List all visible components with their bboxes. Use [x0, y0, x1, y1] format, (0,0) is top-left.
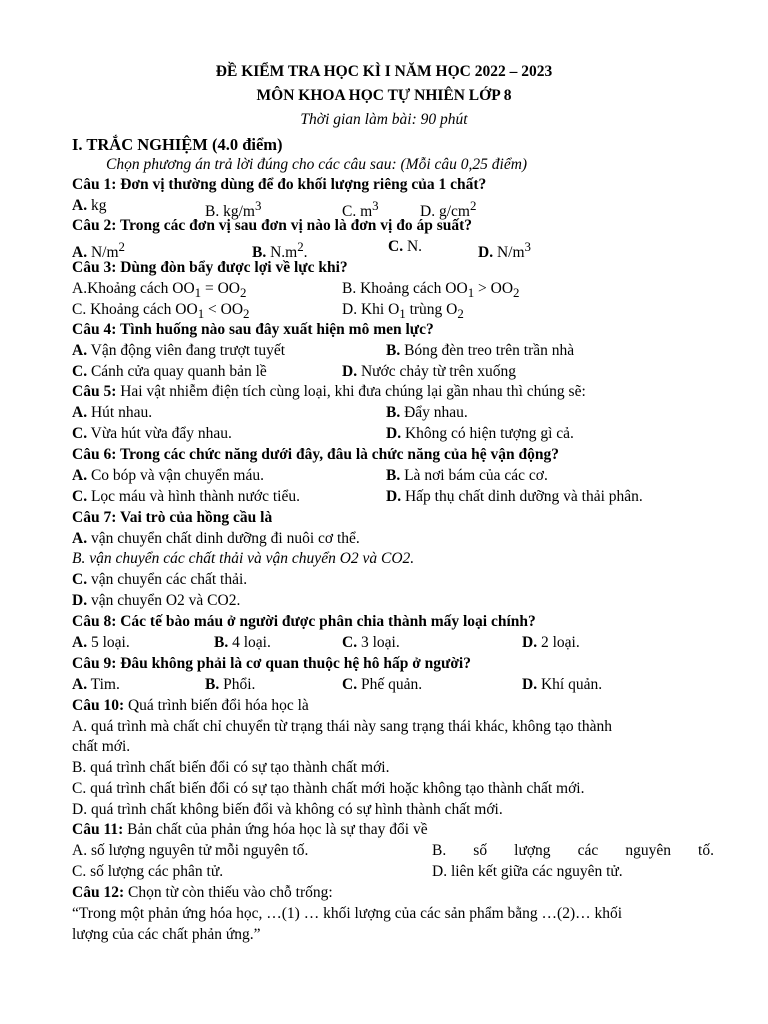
question-11 [72, 820, 728, 840]
option-c-sub1: 1 [197, 306, 205, 322]
option-c: Vừa hút vừa đẩy nhau. [87, 425, 232, 442]
question-4: Câu 4: Tình huống nào sau đây xuất hiện mô men lực? [72, 321, 434, 338]
option-a: kg [90, 197, 107, 214]
option-b [432, 841, 714, 861]
question-7-option-d [72, 591, 728, 611]
option-c: C. số lượng các phân tử. [72, 863, 224, 880]
question-11-label: Câu 11: [72, 821, 124, 838]
option-a-sub2: 2 [240, 285, 247, 301]
option-b-mid: > OO [474, 280, 514, 297]
question-10-option-c: C. quá trình chất biến đổi có sự tạo thành chất mới hoặc không tạo thành chất mới. [72, 780, 585, 797]
question-10-option-d: D. quá trình chất không biến đổi và không có sự hình thành chất mới. [72, 801, 503, 818]
option-a: Hút nhau. [87, 404, 153, 421]
option-b-sub1: 1 [467, 285, 475, 301]
option-b: 4 loại. [228, 634, 271, 651]
option-b: Đẩy nhau. [400, 404, 468, 421]
option-d: vận chuyển O2 và CO2. [87, 592, 241, 609]
question-7-option-b: B. vận chuyển các chất thải và vận chuyển O2 và CO2. [72, 550, 415, 567]
option-b-word: lượng [514, 842, 551, 859]
option-a-label: A. [72, 244, 88, 262]
section-heading: I. TRẮC NGHIỆM (4.0 điểm) [72, 135, 283, 154]
question-10-option-b: B. quá trình chất biến đổi có sự tạo thành chất mới. [72, 759, 390, 776]
option-b-sup: 2 [297, 239, 304, 254]
option-a: vận chuyển chất dinh dưỡng đi nuôi cơ thể. [87, 530, 360, 547]
question-7-option-c [72, 570, 728, 590]
instruction: Chọn phương án trả lời đúng cho các câu sau: (Mỗi câu 0,25 điểm) [106, 156, 528, 173]
option-b: Là nơi bám của các cơ. [400, 467, 548, 484]
question-11-options-row2 [72, 862, 728, 882]
option-b-label: B. [252, 244, 267, 262]
option-d-label: D. [478, 244, 494, 262]
option-b-label: B. [386, 404, 401, 421]
option-b: Phổi. [219, 676, 256, 693]
option-a-mid: = OO [201, 280, 241, 297]
option-b-label: B. [386, 342, 401, 359]
option-c: Lọc máu và hình thành nước tiểu. [87, 488, 300, 505]
question-7: Câu 7: Vai trò của hồng cầu là [72, 509, 273, 526]
option-c: N. [406, 238, 423, 255]
option-b-label: B. [205, 676, 220, 693]
option-d: 2 loại. [537, 634, 580, 651]
question-6: Câu 6: Trong các chức năng dưới đây, đâu là chức năng của hệ vận động? [72, 446, 559, 463]
option-b-word: nguyên [625, 842, 671, 859]
option-a-label: A. [72, 197, 88, 214]
option-a: Vận động viên đang trượt tuyết [87, 342, 286, 359]
time-limit: Thời gian làm bài: 90 phút [300, 111, 468, 128]
question-2-options [72, 237, 728, 262]
option-d-sub2: 2 [457, 306, 464, 322]
question-5-label: Câu 5: [72, 383, 117, 400]
question-10-label: Câu 10: [72, 697, 125, 714]
option-b-word: các [577, 842, 599, 859]
question-3: Câu 3: Dùng đòn bẩy được lợi về lực khi? [72, 259, 348, 276]
option-d-label: D. [72, 592, 88, 609]
question-12-text: Chọn từ còn thiếu vào chỗ trống: [124, 884, 333, 901]
question-8-options [72, 633, 728, 653]
question-4-options-row1 [72, 341, 728, 361]
option-c: C. Khoảng cách OO [72, 301, 198, 318]
option-d: N/m [496, 244, 525, 262]
question-7-option-a [72, 529, 728, 549]
question-12-label: Câu 12: [72, 884, 125, 901]
option-d-sup: 2 [469, 198, 477, 213]
option-d: Hấp thụ chất dinh dưỡng và thải phân. [401, 488, 643, 505]
question-5 [72, 382, 728, 402]
question-8: Câu 8: Các tế bào máu ở người được phân chia thành mấy loại chính? [72, 613, 536, 630]
option-b-word: B. [432, 842, 447, 859]
option-d: Không có hiện tượng gì cả. [401, 425, 574, 442]
option-a: 5 loại. [87, 634, 130, 651]
option-d: Nước chảy từ trên xuống [357, 363, 516, 380]
option-a-label: A. [72, 634, 88, 651]
option-a-sub1: 1 [194, 285, 202, 301]
option-a: Co bóp và vận chuyển máu. [87, 467, 264, 484]
question-11-text: Bản chất của phản ứng hóa học là sự thay đổi về [123, 821, 428, 838]
question-3-options-row2 [72, 300, 728, 320]
option-c: Cánh cửa quay quanh bản lề [87, 363, 267, 380]
option-c-mid: < OO [204, 301, 244, 318]
question-1-options [72, 196, 728, 221]
option-c: Phế quản. [357, 676, 423, 693]
option-c-label: C. [72, 571, 88, 588]
option-c-label: C. [388, 238, 404, 255]
option-d-mid: trùng O [405, 301, 458, 318]
question-2: Câu 2: Trong các đơn vị sau đơn vị nào là đơn vị đo áp suất? [72, 217, 473, 234]
option-c: C. m [342, 203, 373, 221]
option-c-label: C. [72, 363, 88, 380]
option-d: D. liên kết giữa các nguyên tử. [432, 863, 623, 880]
option-b: Bóng đèn treo trên trần nhà [400, 342, 575, 359]
question-5-options-row1 [72, 403, 728, 423]
option-c-sub2: 2 [243, 306, 250, 322]
option-d-label: D. [386, 488, 402, 505]
option-c-label: C. [72, 488, 88, 505]
option-d-label: D. [522, 634, 538, 651]
option-d: D. Khi O [342, 301, 400, 318]
option-d-label: D. [386, 425, 402, 442]
option-c: vận chuyển các chất thải. [87, 571, 248, 588]
option-b: B. kg/m [205, 203, 255, 221]
subject-title: MÔN KHOA HỌC TỰ NHIÊN LỚP 8 [256, 87, 512, 104]
option-a-label: A. [72, 467, 88, 484]
option-c-label: C. [342, 676, 358, 693]
option-a: N/m [90, 244, 119, 262]
question-9: Câu 9: Đâu không phải là cơ quan thuộc hệ hô hấp ở người? [72, 655, 471, 672]
question-10 [72, 696, 728, 716]
option-c-sup: 3 [372, 198, 379, 213]
question-1: Câu 1: Đơn vị thường dùng để đo khối lượng riêng của 1 chất? [72, 176, 487, 193]
question-5-text: Hai vật nhiễm điện tích cùng loại, khi đưa chúng lại gần nhau thì chúng sẽ: [116, 383, 586, 400]
question-10-option-a-line2: chất mới. [72, 738, 131, 755]
option-d-label: D. [342, 363, 358, 380]
option-a: A. số lượng nguyên tử mỗi nguyên tố. [72, 842, 309, 859]
option-d-sub1: 1 [399, 306, 406, 322]
option-b-sub2: 2 [513, 285, 520, 301]
question-10-text: Quá trình biến đổi hóa học là [124, 697, 309, 714]
option-c-label: C. [72, 425, 88, 442]
option-b-word: tố. [698, 842, 714, 859]
question-10-option-a-line1: A. quá trình mà chất chỉ chuyển từ trạng thái này sang trạng thái khác, không tạo thành [72, 718, 612, 735]
question-5-options-row2 [72, 424, 728, 444]
option-d: Khí quản. [537, 676, 603, 693]
question-6-options-row1 [72, 466, 728, 486]
option-b-word: số [473, 842, 488, 859]
option-c: 3 loại. [357, 634, 400, 651]
option-a-label: A. [72, 404, 88, 421]
question-4-options-row2 [72, 362, 728, 382]
option-b-label: B. [386, 467, 401, 484]
option-b-sup: 3 [254, 198, 262, 213]
option-b: N.m [270, 244, 298, 262]
question-6-options-row2 [72, 487, 728, 507]
option-a: A.Khoảng cách OO [72, 280, 195, 297]
option-b-tail: . [303, 244, 308, 262]
question-12-line2: lượng của các chất phản ứng.” [72, 926, 261, 943]
exam-title: ĐỀ KIỂM TRA HỌC KÌ I NĂM HỌC 2022 – 2023 [215, 63, 553, 80]
option-a: Tim. [87, 676, 120, 693]
option-d-label: D. [522, 676, 538, 693]
option-a-sup: 2 [118, 239, 125, 254]
option-a-label: A. [72, 530, 88, 547]
question-9-options [72, 675, 728, 695]
option-b: B. Khoảng cách OO [342, 280, 468, 297]
question-3-options-row1 [72, 279, 728, 299]
question-12 [72, 883, 728, 903]
question-12-line1: “Trong một phản ứng hóa học, …(1) … khối lượng của các sản phẩm bằng …(2)… khối [72, 905, 623, 922]
option-c-label: C. [342, 634, 358, 651]
option-a-label: A. [72, 676, 88, 693]
option-b-label: B. [214, 634, 229, 651]
option-d-sup: 3 [524, 239, 531, 254]
option-a-label: A. [72, 342, 88, 359]
option-d: D. g/cm [420, 203, 470, 221]
question-11-options-row1 [72, 841, 728, 861]
